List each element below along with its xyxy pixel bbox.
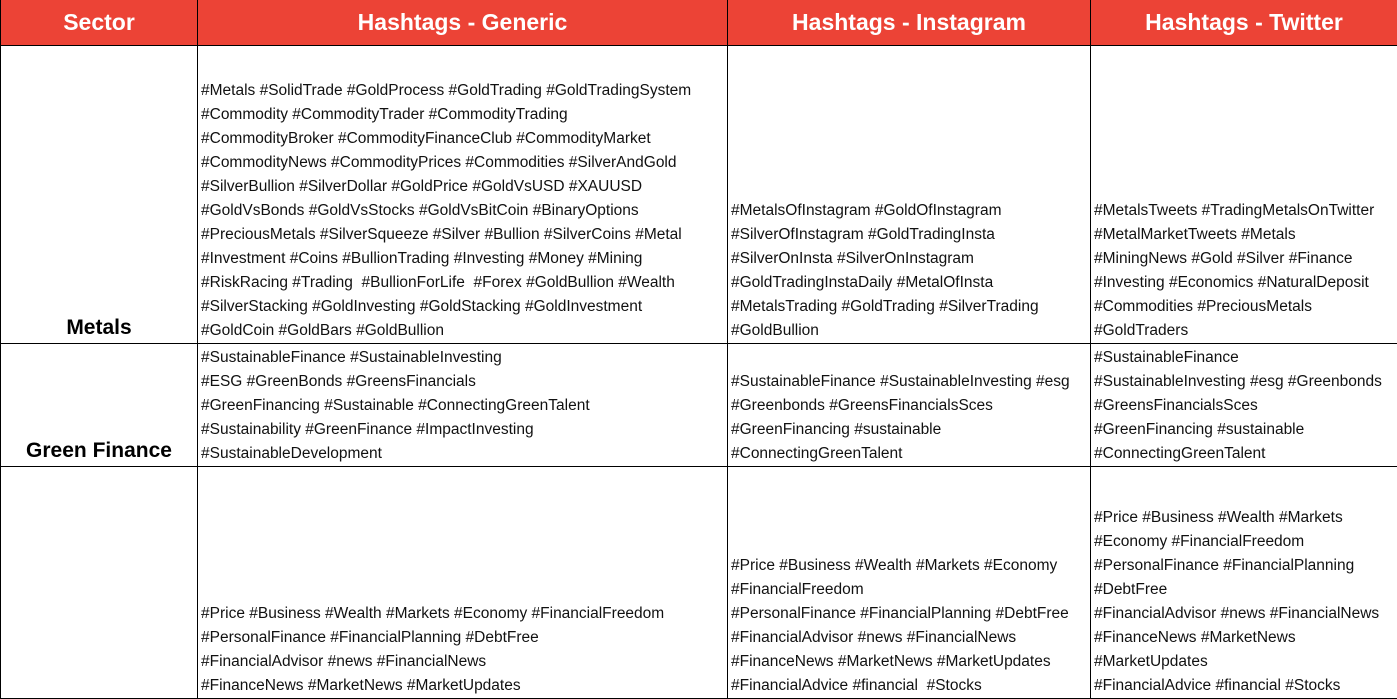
header-generic[interactable]: Hashtags - Generic	[198, 0, 728, 46]
generic-hashtags-cell[interactable]: #Price #Business #Wealth #Markets #Economy #FinancialFreedom #PersonalFinance #FinancialPlanning #DebtFree #FinancialAdvisor #news #FinancialNews #FinanceNews #MarketNews #MarketUpdates	[198, 467, 728, 699]
sector-cell[interactable]: Metals	[1, 46, 198, 344]
twitter-hashtags-cell[interactable]: #Price #Business #Wealth #Markets #Economy #FinancialFreedom #PersonalFinance #FinancialPlanning #DebtFree #FinancialAdvisor #news #FinancialNews #FinanceNews #MarketNews #MarketUpdates #FinancialAdvice #financial #Stocks	[1091, 467, 1397, 699]
generic-hashtags-cell[interactable]: #SustainableFinance #SustainableInvesting #ESG #GreenBonds #GreensFinancials #GreenFinancing #Sustainable #ConnectingGreenTalent #Sustainability #GreenFinance #ImpactInvesting #SustainableDevelopment	[198, 344, 728, 467]
generic-hashtags-cell[interactable]: #Metals #SolidTrade #GoldProcess #GoldTrading #GoldTradingSystem #Commodity #CommodityTrader #CommodityTrading #CommodityBroker #CommodityFinanceClub #CommodityMarket #CommodityNews #CommodityPrices #Commodities #SilverAndGold #SilverBullion #SilverDollar #GoldPrice #GoldVsUSD #XAUUSD #GoldVsBonds #GoldVsStocks #GoldVsBitCoin #BinaryOptions #PreciousMetals #SilverSqueeze #Silver #Bullion #SilverCoins #Metal #Investment #Coins #BullionTrading #Investing #Money #Mining #RiskRacing #Trading #BullionForLife #Forex #GoldBullion #Wealth #SilverStacking #GoldInvesting #GoldStacking #GoldInvestment #GoldCoin #GoldBars #GoldBullion	[198, 46, 728, 344]
header-twitter[interactable]: Hashtags - Twitter	[1091, 0, 1397, 46]
instagram-hashtags-cell[interactable]: #Price #Business #Wealth #Markets #Economy #FinancialFreedom #PersonalFinance #FinancialPlanning #DebtFree #FinancialAdvisor #news #FinancialNews #FinanceNews #MarketNews #MarketUpdates #FinancialAdvice #financial #Stocks	[728, 467, 1091, 699]
instagram-hashtags-cell[interactable]: #SustainableFinance #SustainableInvesting #esg #Greenbonds #GreensFinancialsSces #GreenFinancing #sustainable #ConnectingGreenTalent	[728, 344, 1091, 467]
header-row	[1, 0, 1397, 46]
table-row	[1, 344, 1397, 467]
sector-cell[interactable]: Green Finance	[1, 344, 198, 467]
twitter-hashtags-cell[interactable]: #MetalsTweets #TradingMetalsOnTwitter #MetalMarketTweets #Metals #MiningNews #Gold #Silver #Finance #Investing #Economics #NaturalDeposit #Commodities #PreciousMetals #GoldTraders	[1091, 46, 1397, 344]
table-row	[1, 46, 1397, 344]
table-row	[1, 467, 1397, 699]
sector-cell[interactable]	[1, 467, 198, 699]
header-instagram[interactable]: Hashtags - Instagram	[728, 0, 1091, 46]
header-sector[interactable]: Sector	[1, 0, 198, 46]
twitter-hashtags-cell[interactable]: #SustainableFinance #SustainableInvesting #esg #Greenbonds #GreensFinancialsSces #GreenFinancing #sustainable #ConnectingGreenTalent	[1091, 344, 1397, 467]
instagram-hashtags-cell[interactable]: #MetalsOfInstagram #GoldOfInstagram #SilverOfInstagram #GoldTradingInsta #SilverOnInsta #SilverOnInstagram #GoldTradingInstaDaily #MetalOfInsta #MetalsTrading #GoldTrading #SilverTrading #GoldBullion	[728, 46, 1091, 344]
